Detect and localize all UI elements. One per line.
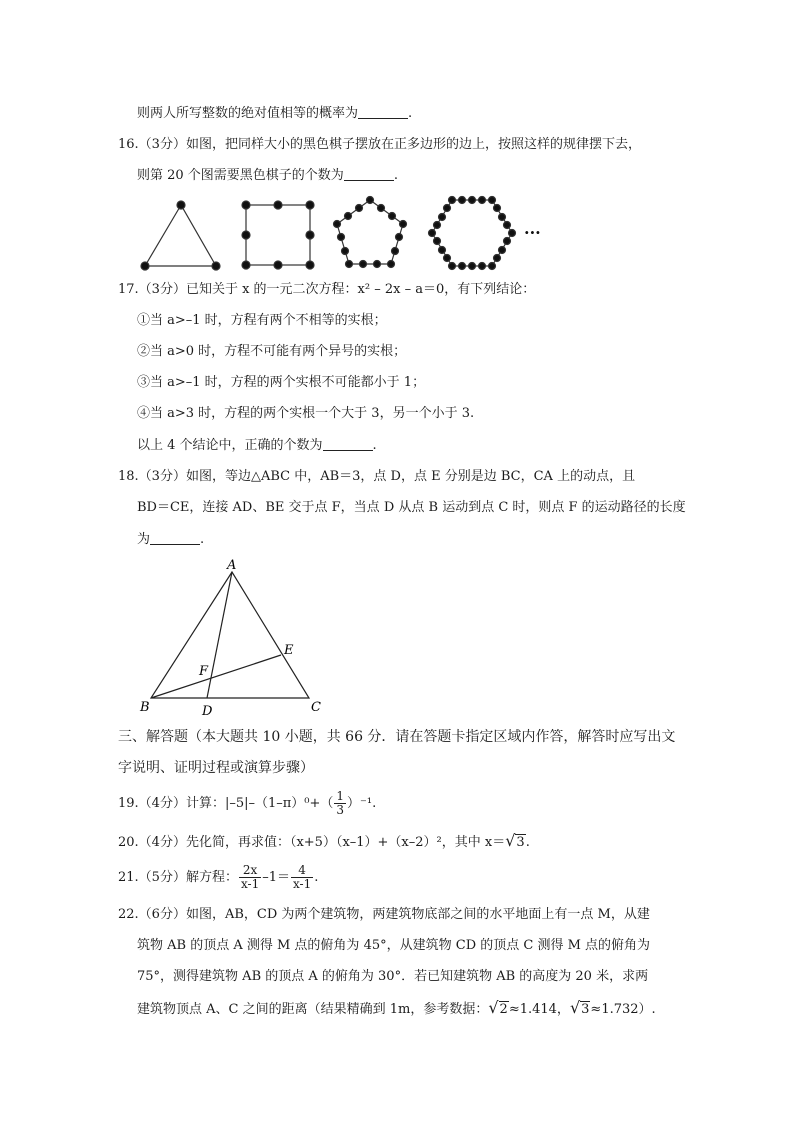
fraction-left: $\frac{2x}{x-1}$	[240, 863, 260, 891]
q18-line3: 为 .	[137, 532, 205, 547]
q17-question: 以上 4 个结论中，正确的个数为 .	[137, 438, 377, 453]
triangle-abc	[151, 572, 309, 698]
section-heading-line2: 字说明、证明过程或演算步骤）	[118, 760, 314, 776]
q18-line2: BD＝CE，连接 AD、BE 交于点 F，当点 D 从点 B 运动到点 C 时，则点 F 的运动路径的长度	[137, 500, 686, 515]
segment-be	[151, 655, 281, 698]
label-f: F	[199, 664, 209, 679]
label-c: C	[311, 700, 321, 715]
q22-line3: 75°，测得建筑物 AB 的顶点 A 的俯角为 30°．若已知建筑物 AB 的高度为 20 米，求两	[137, 969, 649, 984]
label-e: E	[284, 643, 294, 658]
sqrt-three: √3	[505, 831, 525, 850]
label-a: A	[227, 558, 237, 573]
q17-stem: 17.（3分）已知关于 x 的一元二次方程：x² – 2x – a＝0，有下列结论：	[118, 282, 536, 297]
q17-conclusion-1: ①当 a>–1 时，方程有两个不相等的实根；	[137, 313, 387, 328]
q20-line: 20.（4分）先化简，再求值：（x+5）（x–1）+（x–2）²，其中 x＝√3.	[118, 831, 530, 850]
label-b: B	[140, 700, 150, 715]
q17-conclusion-4: ④当 a>3 时，方程的两个实根一个大于 3，另一个小于 3.	[137, 406, 475, 421]
q16-line2: 则第 20 个图需要黑色棋子的个数为 .	[137, 168, 398, 183]
ellipsis-mark: ···	[524, 223, 541, 242]
q21-line: 21.（5分）解方程： $\frac{2x}{x-1}$ –1＝ $\frac{4}{x-1}$ .	[118, 863, 319, 891]
q22-line2: 筑物 AB 的顶点 A 测得 M 点的俯角为 45°，从建筑物 CD 的顶点 C 测得 M 点的俯角为	[137, 938, 651, 953]
q16-line1: 16.（3分）如图，把同样大小的黑色棋子摆放在正多边形的边上，按照这样的规律摆下去，	[118, 137, 641, 152]
q17-conclusion-3: ③当 a>–1 时，方程的两个实根不可能都小于 1；	[137, 375, 426, 390]
sqrt-three: √3	[569, 998, 590, 1017]
fraction-one-third: $\frac{1}{3}$	[336, 789, 345, 817]
q19-line: 19.（4分）计算：|–5|–（1–π）⁰+（ $\frac{1}{3}$ ）⁻¹.	[118, 789, 377, 817]
label-d: D	[202, 704, 213, 719]
sqrt-two: √2	[488, 998, 508, 1017]
q18-line1: 18.（3分）如图，等边△ABC 中，AB＝3，点 D，点 E 分别是边 BC，CA 上的动点，且	[118, 469, 636, 484]
q15-line: 则两人所写整数的绝对值相等的概率为 .	[137, 106, 413, 121]
q17-conclusion-2: ②当 a>0 时，方程不可能有两个异号的实根；	[137, 344, 407, 359]
fraction-right: $\frac{4}{x-1}$	[292, 863, 312, 891]
section-heading-line1: 三、解答题（本大题共 10 小题，共 66 分．请在答题卡指定区域内作答，解答时应写出文	[118, 729, 676, 745]
q22-line1: 22.（6分）如图，AB，CD 为两个建筑物，两建筑物底部之间的水平地面上有一点 M，从建	[118, 907, 650, 922]
q22-line4: 建筑物顶点 A、C 之间的距离（结果精确到 1m，参考数据：√2≈1.414，√3≈1.732）.	[137, 998, 656, 1017]
